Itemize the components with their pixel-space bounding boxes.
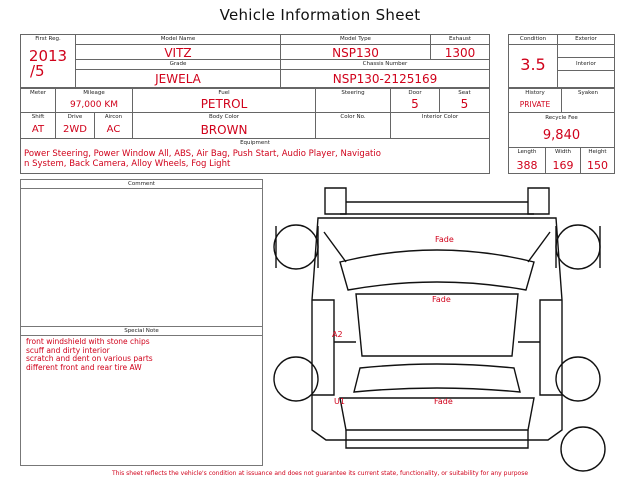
history-label: History (525, 90, 545, 96)
exhaust-value: 1300 (444, 46, 476, 60)
fuel-label: Fuel (218, 90, 230, 96)
shift-label: Shift (31, 114, 45, 120)
first-reg-month: /5 (30, 62, 45, 80)
fuel-value: PETROL (200, 97, 248, 111)
special-note-label: Special Note (124, 328, 159, 334)
rear-bumper (346, 430, 528, 448)
exhaust-label: Exhaust (448, 36, 472, 42)
spare-wheel (561, 427, 605, 471)
height-value: 150 (587, 159, 608, 172)
windshield (340, 250, 534, 290)
drive-value: 2WD (63, 124, 87, 135)
aircon-value: AC (106, 124, 121, 135)
damage-mark-hood: Fade (435, 235, 454, 244)
body-color-label: Body Color (209, 114, 239, 120)
height-label: Height (588, 149, 607, 155)
damage-mark-rear-left: U1 (334, 397, 345, 406)
equipment-line: Power Steering, Power Window All, ABS, Air Bag, Push Start, Audio Player, Navigatio (24, 149, 381, 159)
first-reg-year: 2013 (28, 47, 68, 65)
door-value: 5 (411, 97, 419, 111)
special-note-item: different front and rear tire AW (26, 362, 142, 372)
drive-label: Drive (67, 114, 83, 120)
front-right-wheel (556, 225, 600, 269)
grade-value: JEWELA (155, 72, 201, 86)
length-value: 388 (516, 159, 538, 172)
width-value: 169 (552, 159, 574, 172)
equipment-label: Equipment (240, 140, 270, 146)
equipment-line: n System, Back Camera, Alloy Wheels, Fog Light (24, 159, 231, 169)
damage-mark-tailgate: Fade (434, 397, 453, 406)
rear-window (354, 364, 520, 392)
exterior-label: Exterior (575, 36, 597, 42)
comment-label: Comment (128, 181, 155, 187)
interior-color-label: Interior Color (421, 114, 459, 120)
chassis-label: Chassis Number (362, 61, 408, 67)
seat-label: Seat (458, 90, 471, 96)
page-title: Vehicle Information Sheet (219, 6, 421, 24)
special-note-item: scratch and dent on various parts (26, 354, 153, 363)
left-doors (312, 300, 334, 395)
condition-value: 3.5 (520, 55, 546, 74)
mileage-label: Mileage (83, 90, 105, 96)
disclaimer-footer: This sheet reflects the vehicle's condition at issuance and does not guarantee its current state, functionality, or suitability for any purpose (111, 470, 529, 477)
model-name-value: VITZ (164, 46, 192, 60)
body-color-value: BROWN (200, 123, 248, 137)
steering-label: Steering (341, 90, 365, 96)
recycle-fee-value: 9,840 (542, 128, 581, 143)
seat-value: 5 (460, 97, 469, 111)
front-right-arch (556, 226, 600, 268)
grade-label: Grade (169, 61, 187, 67)
mileage-value: 97,000 KM (69, 100, 119, 110)
door-label: Door (408, 90, 422, 96)
aircon-label: Aircon (104, 114, 123, 120)
length-label: Length (517, 149, 537, 155)
special-note-item: scuff and dirty interior (26, 345, 110, 355)
right-doors (540, 300, 562, 395)
front-left-light (325, 188, 346, 214)
interior-label: Interior (575, 61, 597, 67)
model-type-value: NSP130 (332, 46, 379, 60)
color-no-label: Color No. (340, 114, 366, 120)
history-value: PRIVATE (519, 100, 551, 109)
recycle-fee-label: Recycle Fee (545, 115, 578, 121)
model-type-label: Model Type (340, 36, 371, 42)
model-name-label: Model Name (160, 36, 196, 42)
damage-mark-roof: Fade (432, 295, 451, 304)
damage-mark-left-door: A2 (332, 330, 343, 339)
syaken-label: Syaken (578, 90, 598, 96)
front-right-light (528, 188, 549, 214)
front-left-wheel (274, 225, 318, 269)
car-body-outline (312, 218, 562, 440)
meter-label: Meter (30, 90, 46, 96)
condition-label: Condition (519, 36, 547, 42)
special-note-item: front windshield with stone chips (26, 337, 150, 346)
width-label: Width (555, 149, 571, 155)
shift-value: AT (31, 124, 45, 135)
chassis-value: NSP130-2125169 (332, 72, 438, 86)
front-bumper (340, 202, 534, 214)
first-reg-label: First Reg. (35, 36, 61, 42)
